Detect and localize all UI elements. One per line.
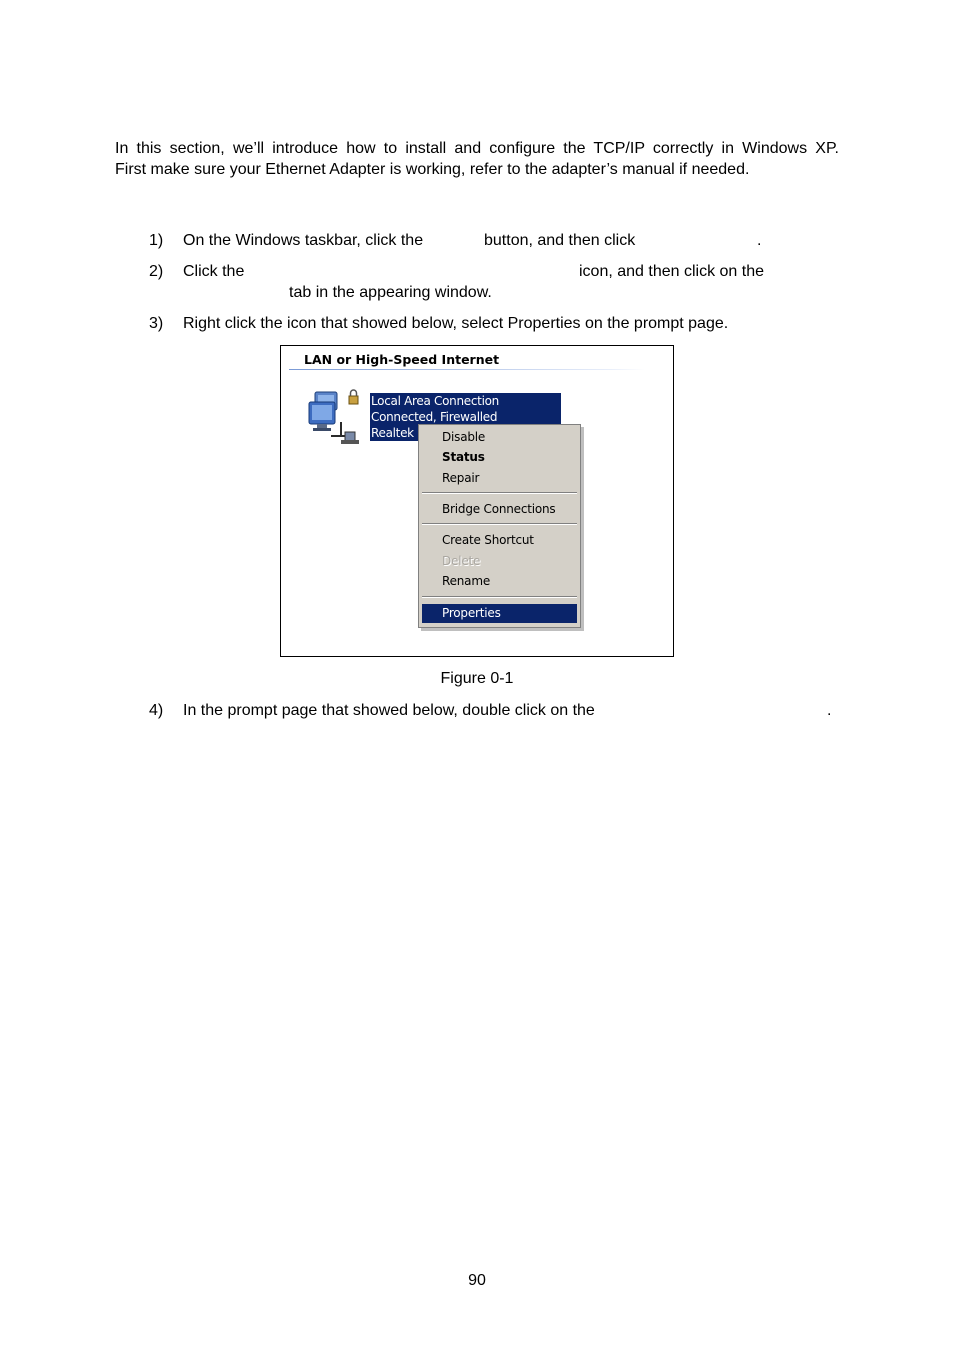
menu-separator xyxy=(422,492,577,494)
connection-status: Connected, Firewalled xyxy=(371,410,498,424)
step-4-number: 4) xyxy=(149,702,164,719)
step-2-text-3: tab in the appearing window. xyxy=(289,284,492,301)
step-4-text: In the prompt page that showed below, double click on the xyxy=(183,702,595,719)
step-2-text: Click the xyxy=(183,263,245,280)
menu-item-properties[interactable]: Properties xyxy=(422,604,577,623)
figure-screenshot xyxy=(280,345,674,657)
menu-item-disable[interactable]: Disable xyxy=(442,430,486,444)
intro-line-1: In this section, we’ll introduce how to install and configure the TCP/IP correctly in Windows XP. xyxy=(115,140,839,157)
menu-separator xyxy=(422,596,577,598)
network-connection-icon[interactable] xyxy=(305,388,369,448)
page-number: 90 xyxy=(468,1272,486,1289)
step-3-number: 3) xyxy=(149,315,164,332)
menu-item-repair[interactable]: Repair xyxy=(442,471,480,485)
menu-item-delete: Delete xyxy=(442,554,481,568)
step-2-text-2: icon, and then click on the xyxy=(578,263,764,280)
step-1-period: . xyxy=(757,232,762,249)
step-1-number: 1) xyxy=(149,232,164,249)
step-1-text: On the Windows taskbar, click the xyxy=(183,232,424,249)
menu-item-status[interactable]: Status xyxy=(442,450,485,464)
step-1-text-2: button, and then click xyxy=(484,232,636,249)
connection-device: Realtek xyxy=(371,426,414,440)
intro-paragraph xyxy=(115,138,839,180)
connection-name: Local Area Connection xyxy=(371,394,499,408)
intro-line-2: First make sure your Ethernet Adapter is working, refer to the adapter’s manual if needed. xyxy=(115,161,750,178)
menu-item-create-shortcut[interactable]: Create Shortcut xyxy=(442,533,534,547)
context-menu xyxy=(418,424,581,628)
step-4-period: . xyxy=(827,702,832,719)
section-header: LAN or High-Speed Internet xyxy=(304,352,500,367)
header-divider xyxy=(289,369,645,370)
menu-item-rename[interactable]: Rename xyxy=(442,574,491,588)
figure-caption: Figure 0-1 xyxy=(440,670,514,687)
menu-item-bridge-connections[interactable]: Bridge Connections xyxy=(442,502,556,516)
step-2-number: 2) xyxy=(149,263,164,280)
step-3-text: Right click the icon that showed below, select Properties on the prompt page. xyxy=(183,315,729,332)
menu-separator xyxy=(422,523,577,525)
